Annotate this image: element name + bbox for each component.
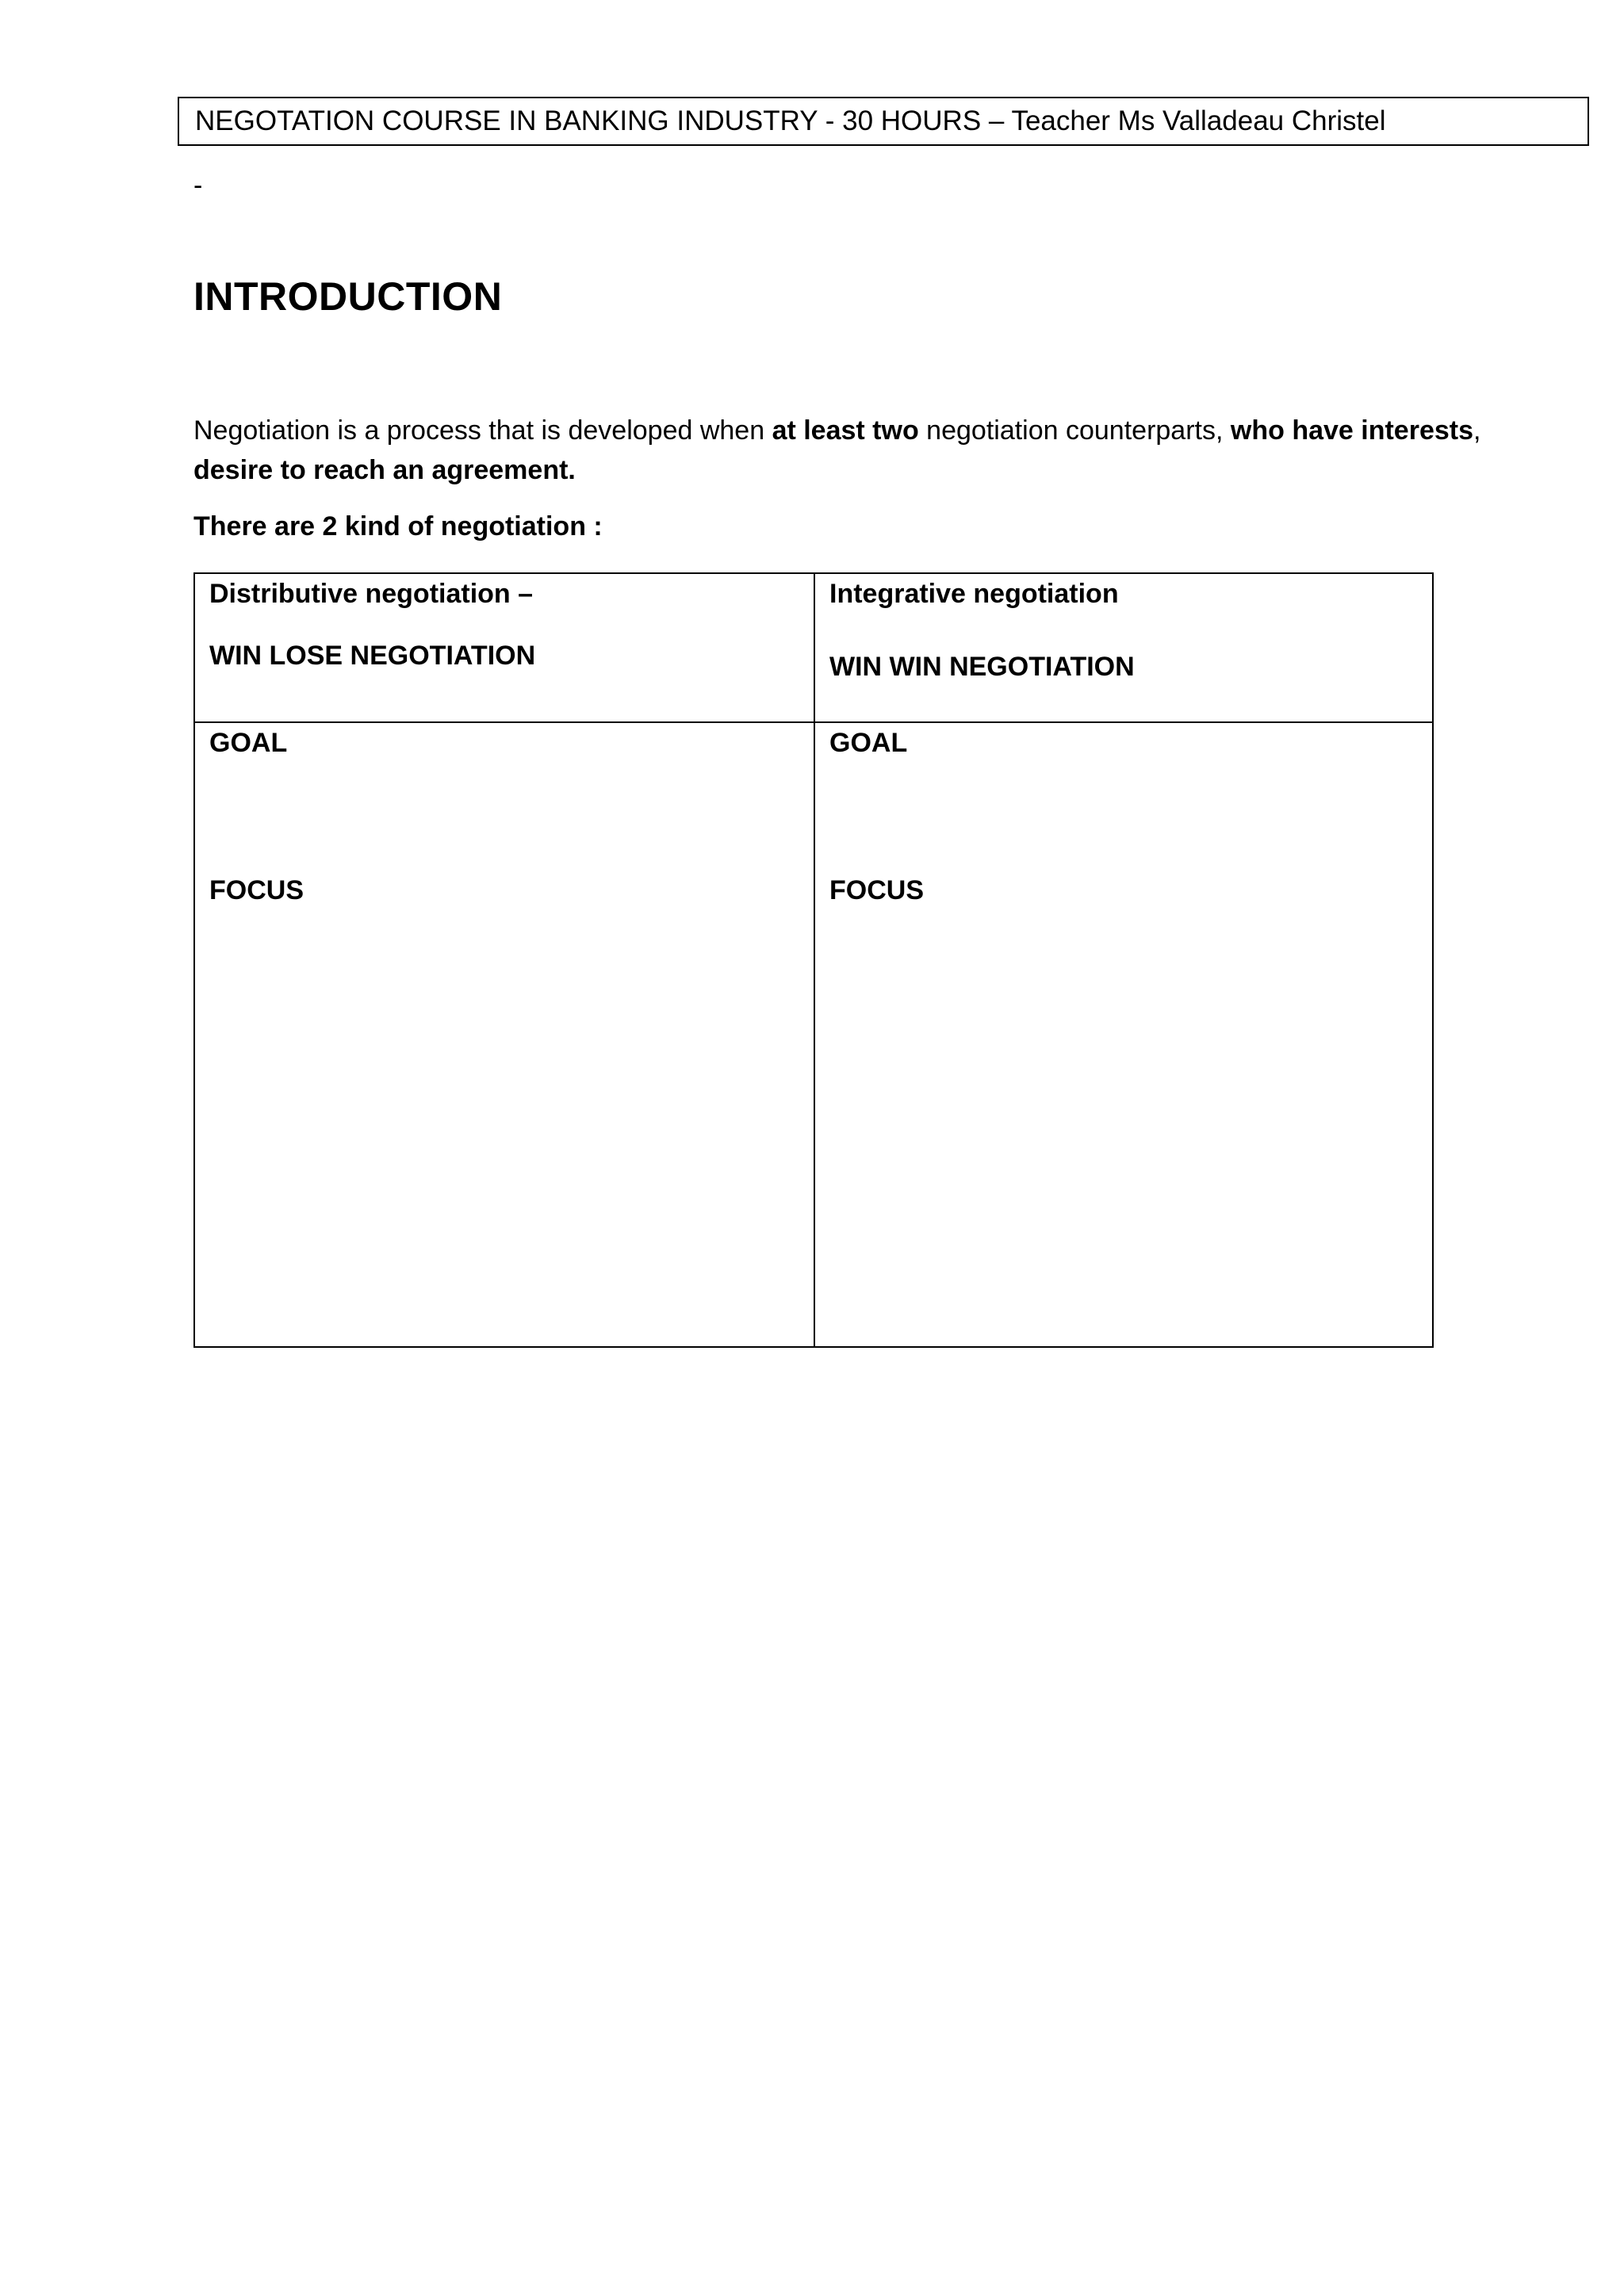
dash-line: -: [193, 170, 203, 201]
header-title: NEGOTATION COURSE IN BANKING INDUSTRY - 30 HOURS – Teacher Ms Valladeau Christel: [195, 105, 1386, 136]
left-title: Distributive negotiation –: [209, 579, 534, 609]
paragraph-text-1: Negotiation is a process that is developed when: [193, 415, 772, 446]
document-header: [178, 97, 1589, 146]
table-column-divider: [814, 574, 815, 1346]
negotiation-table: [193, 572, 1434, 1348]
right-title: Integrative negotiation: [829, 579, 1119, 609]
left-subtitle: WIN LOSE NEGOTIATION: [209, 641, 536, 671]
right-subtitle: WIN WIN NEGOTIATION: [829, 652, 1135, 682]
paragraph-bold-1: at least two: [772, 415, 919, 446]
left-focus-label: FOCUS: [209, 875, 304, 905]
right-focus-label: FOCUS: [829, 875, 924, 905]
paragraph-bold-3: desire to reach an agreement.: [193, 455, 576, 485]
table-row-divider: [195, 721, 1432, 723]
paragraph-text-3: ,: [1473, 415, 1481, 446]
left-goal-label: GOAL: [209, 728, 288, 758]
intro-paragraph: [193, 411, 1526, 490]
section-heading: INTRODUCTION: [193, 274, 503, 319]
paragraph-bold-2: who have interests: [1230, 415, 1473, 446]
paragraph-text-2: negotiation counterparts,: [918, 415, 1231, 446]
kinds-line: There are 2 kind of negotiation :: [193, 511, 603, 541]
right-goal-label: GOAL: [829, 728, 908, 758]
